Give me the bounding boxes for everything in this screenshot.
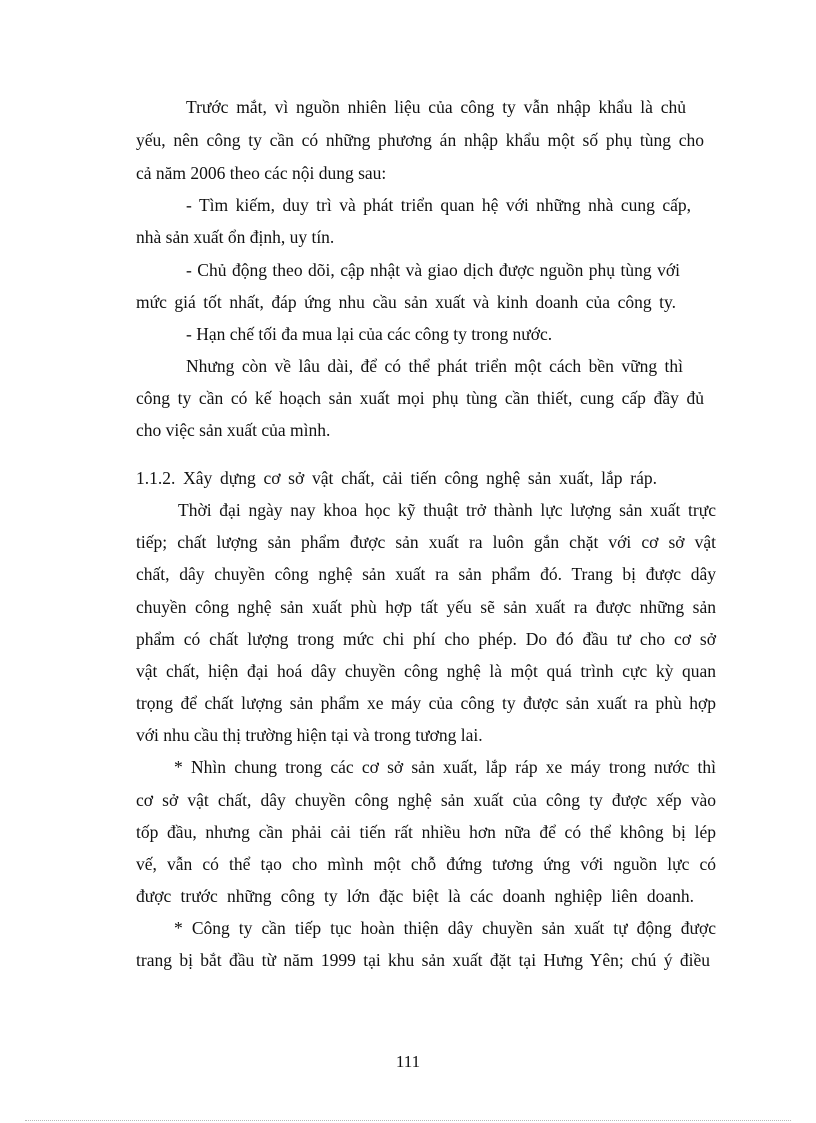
text-line: công ty cần có kế hoạch sản xuất mọi phụ tùng cần thiết, cung cấp đầy đủ <box>136 388 704 408</box>
text-line: - Hạn chế tối đa mua lại của các công ty trong nước. <box>186 324 553 344</box>
text-line: - Chủ động theo dõi, cập nhật và giao dịch được nguồn phụ tùng với <box>186 260 680 280</box>
text-line: được trước những công ty lớn đặc biệt là các doanh nghiệp liên doanh. <box>136 886 694 906</box>
text-line: Thời đại ngày nay khoa học kỹ thuật trở thành lực lượng sản xuất trực <box>178 500 716 520</box>
text-line: - Tìm kiếm, duy trì và phát triển quan hệ với những nhà cung cấp, <box>186 195 691 215</box>
text-line: tiếp; chất lượng sản phẩm được sản xuất ra luôn gắn chặt với cơ sở vật <box>136 532 716 552</box>
text-line: với nhu cầu thị trường hiện tại và trong tương lai. <box>136 725 483 745</box>
text-line: nhà sản xuất ổn định, uy tín. <box>136 227 335 247</box>
text-line: chuyền công nghệ sản xuất phù hợp tất yếu sẽ sản xuất ra được những sản <box>136 597 716 617</box>
text-line: phẩm có chất lượng trong mức chi phí cho phép. Do đó đầu tư cho cơ sở <box>136 629 716 649</box>
text-line: vế, vẫn có thể tạo cho mình một chỗ đứng tương ứng với nguồn lực có <box>136 854 716 874</box>
section-heading: 1.1.2. Xây dựng cơ sở vật chất, cải tiến công nghệ sản xuất, lắp ráp. <box>136 468 657 488</box>
text-line: * Nhìn chung trong các cơ sở sản xuất, lắp ráp xe máy trong nước thì <box>174 757 716 777</box>
text-line: yếu, nên công ty cần có những phương án nhập khẩu một số phụ tùng cho <box>136 130 704 150</box>
text-line: tốp đầu, nhưng cần phải cải tiến rất nhiều hơn nữa để có thể không bị lép <box>136 822 716 842</box>
text-line: mức giá tốt nhất, đáp ứng nhu cầu sản xuất và kinh doanh của công ty. <box>136 292 676 312</box>
text-line: Trước mắt, vì nguồn nhiên liệu của công ty vẫn nhập khẩu là chủ <box>186 97 686 117</box>
text-line: vật chất, hiện đại hoá dây chuyền công nghệ là một quá trình cực kỳ quan <box>136 661 716 681</box>
text-line: chất, dây chuyền công nghệ sản xuất ra sản phẩm đó. Trang bị được dây <box>136 564 716 584</box>
page-border <box>25 1120 791 1121</box>
text-line: cơ sở vật chất, dây chuyền công nghệ sản xuất của công ty được xếp vào <box>136 790 716 810</box>
text-line: trang bị bắt đầu từ năm 1999 tại khu sản xuất đặt tại Hưng Yên; chú ý điều <box>136 950 710 970</box>
text-line: cả năm 2006 theo các nội dung sau: <box>136 163 387 183</box>
text-line: cho việc sản xuất của mình. <box>136 420 331 440</box>
page-number: 111 <box>395 1052 421 1071</box>
text-line: * Công ty cần tiếp tục hoàn thiện dây chuyền sản xuất tự động được <box>174 918 716 938</box>
text-line: trọng để chất lượng sản phẩm xe máy của công ty được sản xuất ra phù hợp <box>136 693 716 713</box>
text-line: Nhưng còn về lâu dài, để có thể phát triển một cách bền vững thì <box>186 356 683 376</box>
